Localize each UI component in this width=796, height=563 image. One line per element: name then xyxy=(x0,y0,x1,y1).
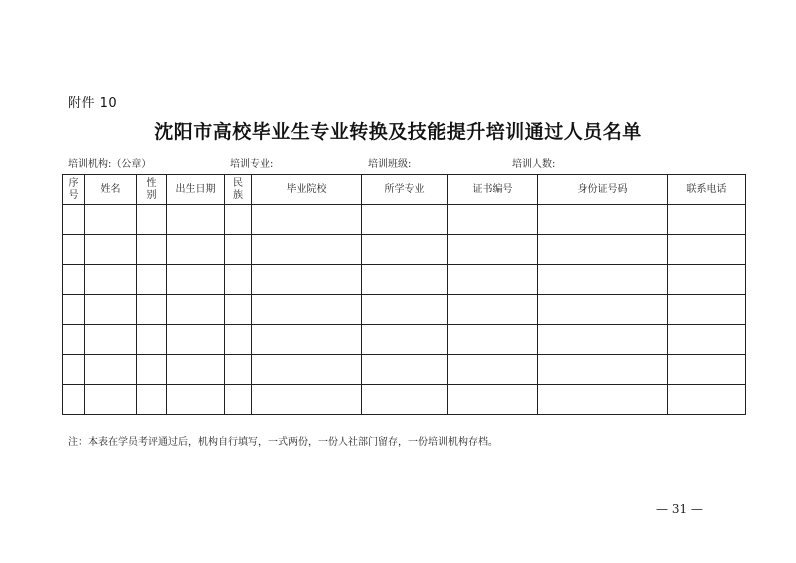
table-cell xyxy=(85,385,137,415)
table-row xyxy=(63,235,746,265)
header-serial-number: 序号 xyxy=(63,175,85,205)
table-cell xyxy=(252,325,362,355)
training-headcount-field: 培训人数: xyxy=(512,159,556,170)
table-cell xyxy=(85,205,137,235)
table-cell xyxy=(538,205,668,235)
table-cell xyxy=(137,295,167,325)
table-cell xyxy=(85,265,137,295)
table-cell xyxy=(225,325,252,355)
table-cell xyxy=(538,295,668,325)
table-cell xyxy=(63,295,85,325)
table-cell xyxy=(362,385,448,415)
table-cell xyxy=(85,355,137,385)
header-major-studied: 所学专业 xyxy=(362,175,448,205)
training-class-field: 培训班级: xyxy=(368,159,412,170)
table-cell xyxy=(668,235,746,265)
table-cell xyxy=(137,235,167,265)
table-cell xyxy=(63,235,85,265)
table-header-row xyxy=(63,175,746,205)
table-cell xyxy=(85,235,137,265)
table-cell xyxy=(448,295,538,325)
header-certificate-number: 证书编号 xyxy=(448,175,538,205)
table-cell xyxy=(85,325,137,355)
table-cell xyxy=(448,385,538,415)
header-phone: 联系电话 xyxy=(668,175,746,205)
table-cell xyxy=(137,205,167,235)
table-cell xyxy=(362,265,448,295)
table-cell xyxy=(252,235,362,265)
table-row xyxy=(63,265,746,295)
table-cell xyxy=(137,325,167,355)
header-name: 姓名 xyxy=(85,175,137,205)
footnote: 注：本表在学员考评通过后，机构自行填写，一式两份，一份人社部门留存，一份培训机构存档。 xyxy=(68,437,498,448)
table-cell xyxy=(448,235,538,265)
table-cell xyxy=(63,205,85,235)
table-row xyxy=(63,385,746,415)
header-ethnicity: 民族 xyxy=(225,175,252,205)
table-cell xyxy=(63,385,85,415)
roster-table-body xyxy=(63,205,746,415)
table-cell xyxy=(668,295,746,325)
table-cell xyxy=(362,295,448,325)
table-row xyxy=(63,205,746,235)
table-cell xyxy=(225,295,252,325)
table-row xyxy=(63,295,746,325)
table-cell xyxy=(167,295,225,325)
header-id-number: 身份证号码 xyxy=(538,175,668,205)
table-cell xyxy=(448,265,538,295)
table-cell xyxy=(362,235,448,265)
attachment-label: 附件 10 xyxy=(68,96,118,111)
table-cell xyxy=(538,355,668,385)
table-cell xyxy=(225,265,252,295)
table-cell xyxy=(362,355,448,385)
table-cell xyxy=(167,325,225,355)
table-cell xyxy=(63,325,85,355)
table-cell xyxy=(538,235,668,265)
table-cell xyxy=(225,205,252,235)
roster-table xyxy=(62,174,746,415)
table-cell xyxy=(252,265,362,295)
table-cell xyxy=(668,205,746,235)
table-cell xyxy=(668,355,746,385)
table-cell xyxy=(167,205,225,235)
table-cell xyxy=(167,385,225,415)
table-cell xyxy=(362,325,448,355)
table-cell xyxy=(252,355,362,385)
table-cell xyxy=(252,205,362,235)
table-cell xyxy=(137,355,167,385)
table-cell xyxy=(448,205,538,235)
page-number: — 31 — xyxy=(656,502,703,516)
table-cell xyxy=(448,355,538,385)
table-cell xyxy=(668,385,746,415)
table-cell xyxy=(668,265,746,295)
table-cell xyxy=(137,265,167,295)
training-institution-field: 培训机构:（公章） xyxy=(68,159,152,170)
table-cell xyxy=(252,295,362,325)
table-cell xyxy=(538,325,668,355)
table-cell xyxy=(63,355,85,385)
header-gender: 性别 xyxy=(137,175,167,205)
table-row xyxy=(63,325,746,355)
table-cell xyxy=(167,355,225,385)
document-title: 沈阳市高校毕业生专业转换及技能提升培训通过人员名单 xyxy=(154,121,642,143)
table-cell xyxy=(137,385,167,415)
table-cell xyxy=(362,205,448,235)
table-cell xyxy=(448,325,538,355)
table-cell xyxy=(225,235,252,265)
table-cell xyxy=(538,265,668,295)
table-cell xyxy=(668,325,746,355)
table-row xyxy=(63,355,746,385)
table-cell xyxy=(167,235,225,265)
header-birth-date: 出生日期 xyxy=(167,175,225,205)
table-cell xyxy=(225,355,252,385)
header-graduated-school: 毕业院校 xyxy=(252,175,362,205)
table-cell xyxy=(225,385,252,415)
table-cell xyxy=(252,385,362,415)
training-major-field: 培训专业: xyxy=(230,159,274,170)
table-cell xyxy=(63,265,85,295)
table-cell xyxy=(167,265,225,295)
table-cell xyxy=(538,385,668,415)
table-cell xyxy=(85,295,137,325)
